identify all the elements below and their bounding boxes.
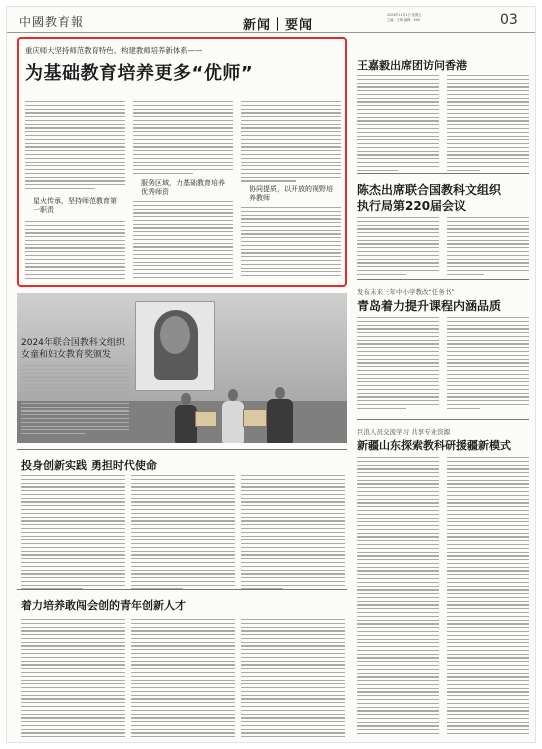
divider [17,589,347,590]
lead-column-2-text-b [133,201,233,280]
story-xinjiang-title[interactable]: 新疆山东探索教科研援疆新模式 [357,439,511,452]
photo-caption-text [21,365,129,437]
person-1-head [181,393,191,405]
lead-column-1-text-b [25,221,125,282]
lead-column-3-text-b [241,207,341,279]
story-innovation-text-3 [241,475,345,592]
story-qingdao-kicker: 发布未来三年中小学教改“任务书” [357,288,455,296]
masthead [7,7,536,33]
lead-subhead-2: 服务区域，力基础教育培养优秀师资 [141,179,225,196]
divider [357,173,529,174]
story-unesco-title-1[interactable]: 陈杰出席联合国教科文组织 [357,183,502,197]
story-qingdao-text-2 [447,317,529,412]
story-innovation-text-2 [131,475,235,592]
story-hongkong-title[interactable]: 王嘉毅出席团访问香港 [357,59,467,72]
story-qingdao-title[interactable]: 青岛着力提升课程内涵品质 [357,299,502,313]
divider [357,419,529,420]
person-3-head [275,387,285,399]
photo-caption-title[interactable]: 2024年联合国教科文组织女童和妇女教育奖颁发 [21,338,125,360]
newspaper-logo: 中國教育報 [19,15,85,29]
story-innovation-text-1 [21,475,125,592]
story-talent-title[interactable]: 着力培养敢闯会创的青年创新人才 [21,599,186,612]
portrait-frame [135,301,215,391]
story-qingdao-text-1 [357,317,439,412]
certificate-1 [195,411,217,427]
divider [357,279,529,280]
story-unesco-text-2 [447,217,529,278]
story-talent-text-3 [241,619,345,740]
lead-headline[interactable]: 为基础教育培养更多“优师” [25,63,254,84]
lead-subhead-1: 星火传承，坚持师范教育第一职责 [33,197,117,214]
story-unesco-text-1 [357,217,439,278]
divider [17,449,347,450]
newspaper-page [6,6,536,743]
lead-subhead-3: 协同提质，以开放的视野培养教师 [249,185,333,202]
story-talent-text-1 [21,619,125,740]
person-3 [267,399,293,443]
page-number: 03 [500,12,518,28]
story-xinjiang-text-2 [447,457,529,737]
lead-column-1-text [25,101,125,192]
story-innovation-title[interactable]: 投身创新实践 勇担时代使命 [21,459,157,472]
story-unesco-title-2[interactable]: 执行局第220届会议 [357,199,467,213]
story-hongkong-text-2 [447,75,529,173]
lead-article[interactable] [17,37,347,287]
person-1 [175,405,197,443]
person-2-head [228,389,238,401]
lead-column-3-text [241,101,341,184]
story-xinjiang-text-1 [357,457,439,737]
certificate-2 [243,409,267,427]
story-xinjiang-kicker: 巨浪人员交流学习 共享专业资源 [357,428,451,436]
portrait-face [160,316,190,354]
section-title: 新闻｜要闻 [243,18,314,33]
person-2 [222,401,244,443]
lead-column-2-text [133,101,233,177]
issue-meta: 2024年11月1日 星期五 主编：王海 编辑：XXX [387,13,422,22]
lead-kicker: 重庆师大坚持师范教育特色、构建教师培养新体系—— [25,46,203,55]
story-talent-text-2 [131,619,235,740]
story-hongkong-text-1 [357,75,439,173]
